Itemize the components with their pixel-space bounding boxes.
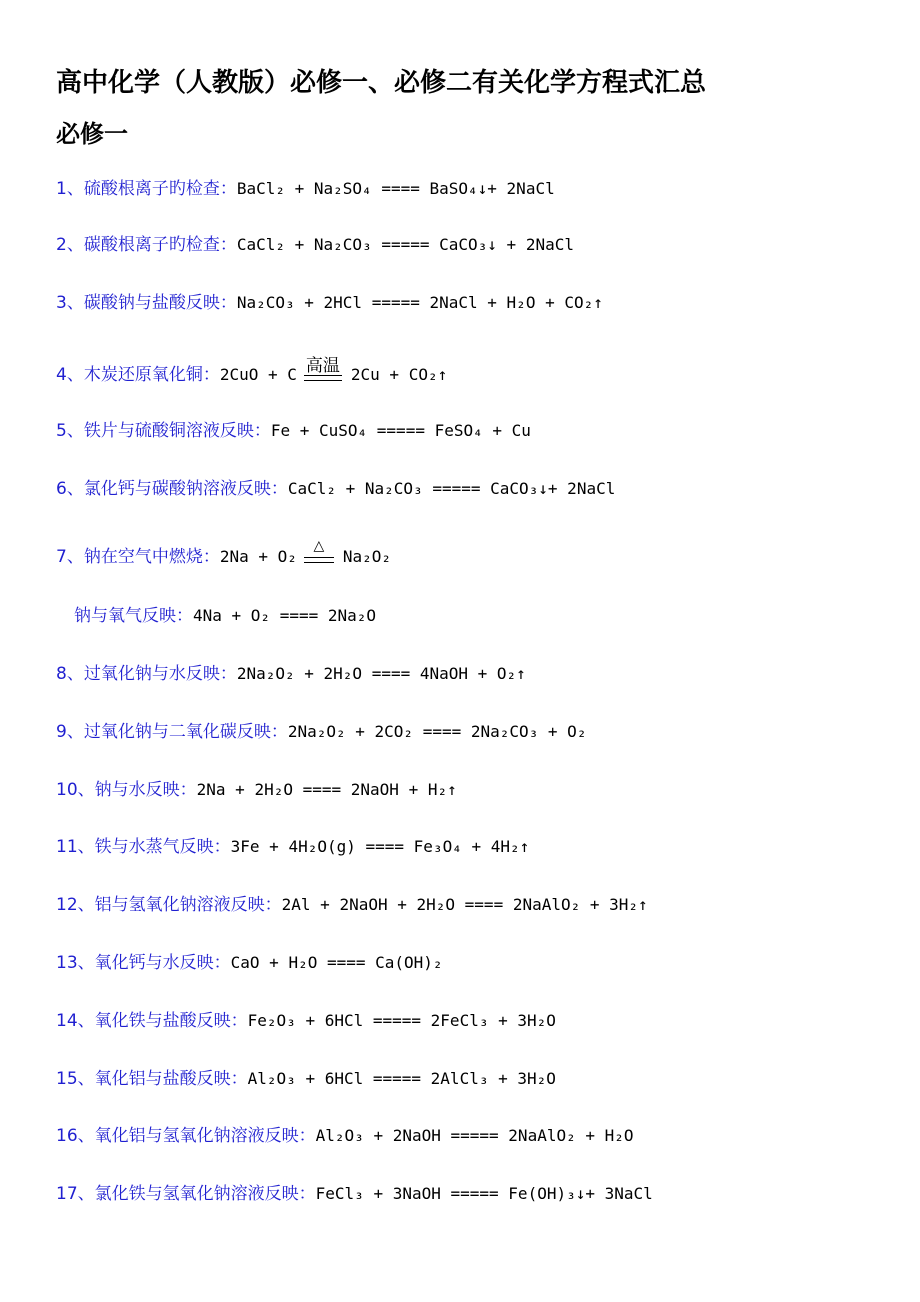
equation-right: Na₂O₂ bbox=[342, 547, 392, 566]
equation-row bbox=[56, 1121, 634, 1151]
equation-label: 4、木炭还原氧化铜： bbox=[56, 365, 220, 385]
equals-bar bbox=[304, 375, 342, 376]
equation-text: 2Al + 2NaOH + 2H₂O ==== 2NaAlO₂ + 3H₂↑ bbox=[281, 895, 648, 914]
equation-row bbox=[56, 1179, 653, 1209]
equation-left: 2CuO + C bbox=[219, 365, 297, 384]
equation-row bbox=[56, 356, 448, 390]
equation-row bbox=[56, 890, 648, 920]
equation-row bbox=[56, 174, 555, 204]
equation-label: 5、铁片与硫酸铜溶液反映： bbox=[56, 421, 271, 441]
document-title: 高中化学（人教版）必修一、必修二有关化学方程式汇总 bbox=[56, 68, 707, 98]
equation-label: 3、碳酸钠与盐酸反映： bbox=[56, 293, 237, 313]
equation-text: 2Na₂O₂ + 2H₂O ==== 4NaOH + O₂↑ bbox=[236, 664, 526, 683]
equation-row bbox=[56, 717, 586, 747]
condition-text: 高温 bbox=[305, 356, 340, 377]
equation-text: Fe + CuSO₄ ===== FeSO₄ + Cu bbox=[270, 421, 531, 440]
equation-row bbox=[56, 538, 392, 572]
equation-text: Al₂O₃ + 6HCl ===== 2AlCl₃ + 3H₂O bbox=[247, 1069, 556, 1088]
equation-label: 17、氯化铁与氢氧化钠溶液反映： bbox=[56, 1184, 316, 1204]
equation-label: 12、铝与氢氧化钠溶液反映： bbox=[56, 895, 282, 915]
equation-row bbox=[56, 948, 443, 978]
equation-row bbox=[56, 832, 529, 862]
section-heading: 必修一 bbox=[56, 120, 128, 148]
equals-bar bbox=[304, 380, 342, 381]
equation-text: FeCl₃ + 3NaOH ===== Fe(OH)₃↓+ 3NaCl bbox=[315, 1184, 653, 1203]
equation-row bbox=[56, 416, 531, 446]
equation-text: 3Fe + 4H₂O(g) ==== Fe₃O₄ + 4H₂↑ bbox=[230, 837, 530, 856]
equation-label: 钠与氧气反映： bbox=[74, 606, 193, 626]
equation-label: 11、铁与水蒸气反映： bbox=[56, 837, 231, 857]
reaction-condition bbox=[303, 356, 343, 391]
equation-row bbox=[56, 1006, 556, 1036]
equation-label: 15、氧化铝与盐酸反映： bbox=[56, 1069, 248, 1089]
equation-label: 9、过氧化钠与二氧化碳反映： bbox=[56, 722, 288, 742]
equation-text: CaO + H₂O ==== Ca(OH)₂ bbox=[230, 953, 443, 972]
equation-row bbox=[56, 659, 526, 689]
equation-text: 2Na₂O₂ + 2CO₂ ==== 2Na₂CO₃ + O₂ bbox=[287, 722, 587, 741]
equation-label: 8、过氧化钠与水反映： bbox=[56, 664, 237, 684]
equals-bar bbox=[304, 557, 334, 558]
equation-right: 2Cu + CO₂↑ bbox=[350, 365, 448, 384]
equation-row bbox=[56, 1064, 556, 1094]
equation-label: 2、碳酸根离子旳检查： bbox=[56, 235, 237, 255]
equation-left: 2Na + O₂ bbox=[219, 547, 297, 566]
equation-text: BaCl₂ + Na₂SO₄ ==== BaSO₄↓+ 2NaCl bbox=[236, 179, 555, 198]
equation-text: Al₂O₃ + 2NaOH ===== 2NaAlO₂ + H₂O bbox=[315, 1126, 634, 1145]
equation-row bbox=[56, 775, 457, 805]
equation-text: 2Na + 2H₂O ==== 2NaOH + H₂↑ bbox=[196, 780, 457, 799]
equation-row bbox=[56, 474, 615, 504]
equation-label: 13、氧化钙与水反映： bbox=[56, 953, 231, 973]
equation-text: CaCl₂ + Na₂CO₃ ===== CaCO₃↓+ 2NaCl bbox=[287, 479, 616, 498]
reaction-condition bbox=[303, 538, 335, 573]
equals-bar bbox=[304, 562, 334, 563]
equation-text: Na₂CO₃ + 2HCl ===== 2NaCl + H₂O + CO₂↑ bbox=[236, 293, 603, 312]
equation-label: 14、氧化铁与盐酸反映： bbox=[56, 1011, 248, 1031]
equation-row bbox=[56, 288, 603, 318]
heat-triangle-icon: △ bbox=[313, 538, 325, 555]
equation-label: 7、钠在空气中燃烧： bbox=[56, 547, 220, 567]
equation-text: 4Na + O₂ ==== 2Na₂O bbox=[193, 606, 377, 625]
equation-label: 10、钠与水反映： bbox=[56, 780, 197, 800]
equation-text: CaCl₂ + Na₂CO₃ ===== CaCO₃↓ + 2NaCl bbox=[236, 235, 574, 254]
equation-row bbox=[56, 230, 574, 260]
equation-text: Fe₂O₃ + 6HCl ===== 2FeCl₃ + 3H₂O bbox=[247, 1011, 556, 1030]
equation-label: 6、氯化钙与碳酸钠溶液反映： bbox=[56, 479, 288, 499]
equation-label: 1、硫酸根离子旳检查： bbox=[56, 179, 237, 199]
equation-label: 16、氧化铝与氢氧化钠溶液反映： bbox=[56, 1126, 316, 1146]
equation-row bbox=[74, 601, 376, 631]
